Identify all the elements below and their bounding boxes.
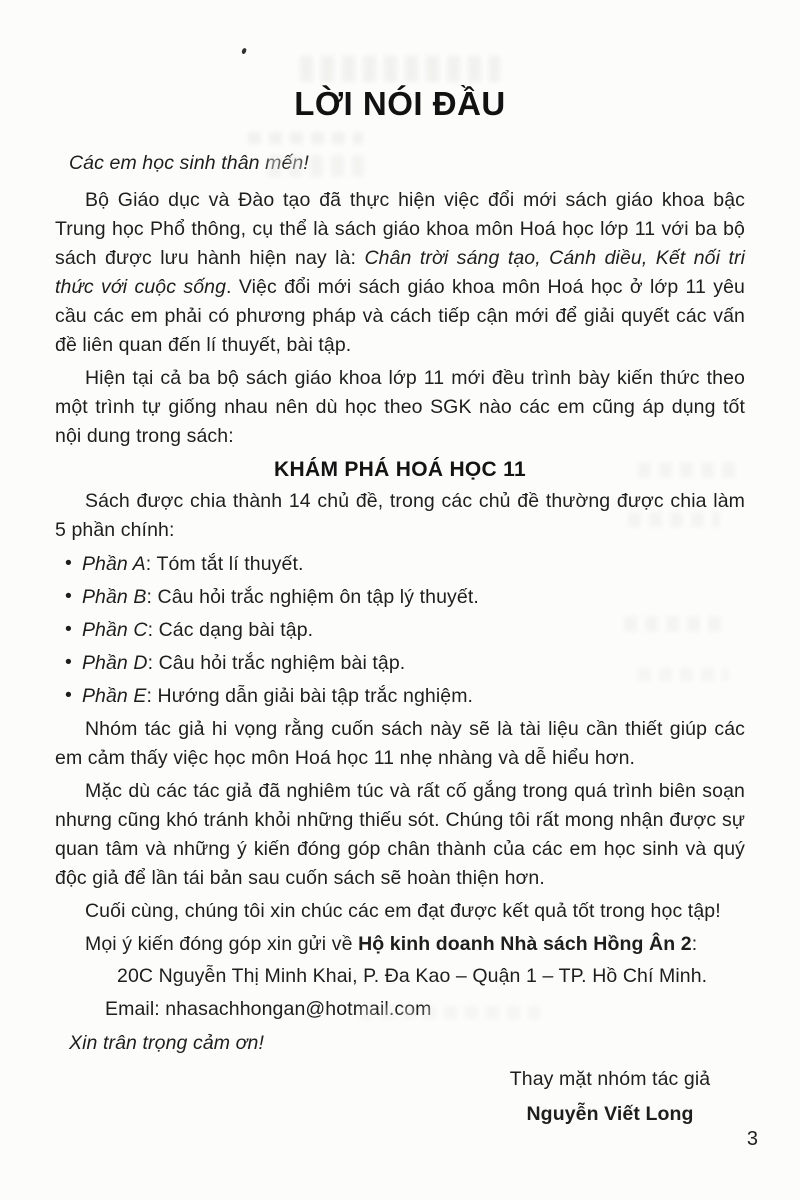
signoff-author-name: Nguyễn Viết Long	[526, 1103, 694, 1125]
part-description: : Các dạng bài tập.	[147, 619, 314, 641]
bullet-icon: •	[65, 618, 72, 640]
textbook-series-names: Chân trời sáng tạo, Cánh diều, Kết nối tri thức với cuộc sống	[55, 247, 745, 298]
thanks-line: Xin trân trọng cảm ơn!	[69, 1032, 264, 1054]
paragraph-wishes: Cuối cùng, chúng tôi xin chúc các em đạt được kết quả tốt trong học tập!	[85, 900, 721, 922]
greeting-line: Các em học sinh thân mến!	[69, 152, 309, 174]
list-item-part-d	[65, 649, 745, 678]
bullet-icon: •	[65, 585, 72, 607]
part-label: Phần E	[81, 685, 147, 707]
bullet-icon: •	[65, 552, 72, 574]
part-description: : Câu hỏi trắc nghiệm ôn tập lý thuyết.	[146, 586, 479, 608]
part-label: Phần B	[81, 586, 147, 608]
ink-speck	[241, 48, 247, 55]
showthrough-smudge	[300, 56, 500, 82]
signature-block	[475, 1065, 745, 1129]
list-item-part-b	[65, 583, 745, 612]
page-number: 3	[746, 1128, 758, 1150]
preface-title: LỜI NÓI ĐẦU	[294, 85, 506, 122]
paragraph-curriculum-note: Hiện tại cả ba bộ sách giáo khoa lớp 11 mới đều trình bày kiến thức theo một trình tự giống nhau nên dù học theo SGK nào các em cũng áp dụng tốt nội dung trong sách:	[55, 367, 745, 447]
part-description: : Câu hỏi trắc nghiệm bài tập.	[147, 652, 406, 674]
part-description: : Tóm tắt lí thuyết.	[145, 553, 304, 575]
bookstore-name: Hộ kinh doanh Nhà sách Hồng Ân 2	[358, 933, 692, 955]
list-item-part-e	[65, 682, 745, 711]
page-content	[0, 84, 800, 1129]
part-label: Phần D	[81, 652, 148, 674]
list-item-part-c	[65, 616, 745, 645]
email-line: Email: nhasachhongan@hotmail.com	[105, 998, 432, 1020]
paragraph-structure-intro: Sách được chia thành 14 chủ đề, trong các chủ đề thường được chia làm 5 phần chính:	[55, 490, 745, 541]
bullet-icon: •	[65, 684, 72, 706]
paragraph-text: Bộ Giáo dục và Đào tạo đã thực hiện việc đổi mới sách giáo khoa bậc Trung học Phổ thông, cụ thể là sách giáo khoa môn Hoá học lớp 11 với ba bộ sách được lưu hành hiện nay là:	[55, 189, 745, 269]
paragraph-text: . Việc đổi mới sách giáo khoa môn Hoá học ở lớp 11 yêu cầu các em phải có phương pháp và cách tiếp cận mới để giải quyết các vấn đề liên quan đến lí thuyết, bài tập.	[55, 276, 745, 356]
paragraph-reform-intro	[55, 186, 745, 360]
list-item-part-a	[65, 550, 745, 579]
signoff-role: Thay mặt nhóm tác giả	[509, 1068, 711, 1090]
contact-text: Mọi ý kiến đóng góp xin gửi về	[85, 933, 359, 955]
part-label: Phần A	[81, 553, 146, 575]
paragraph-apology-feedback: Mặc dù các tác giả đã nghiêm túc và rất cố gắng trong quá trình biên soạn nhưng cũng khó tránh khỏi những thiếu sót. Chúng tôi rất mong nhận được sự quan tâm và những ý kiến đóng góp chân thành của các em học sinh và quý độc giả để lần tái bản sau cuốn sách sẽ hoàn thiện hơn.	[55, 780, 745, 889]
paragraph-authors-hope: Nhóm tác giả hi vọng rằng cuốn sách này sẽ là tài liệu cần thiết giúp các em cảm thấy việc học môn Hoá học 11 nhẹ nhàng và dễ hiểu hơn.	[55, 718, 745, 769]
paragraph-contact	[55, 930, 745, 959]
part-description: : Hướng dẫn giải bài tập trắc nghiệm.	[146, 685, 474, 707]
bullet-icon: •	[65, 651, 72, 673]
contact-text: :	[691, 933, 698, 955]
book-parts-list	[55, 550, 745, 711]
address-line: 20C Nguyễn Thị Minh Khai, P. Đa Kao – Quận 1 – TP. Hồ Chí Minh.	[117, 965, 708, 987]
book-title-heading: KHÁM PHÁ HOÁ HỌC 11	[274, 458, 526, 481]
part-label: Phần C	[81, 619, 148, 641]
